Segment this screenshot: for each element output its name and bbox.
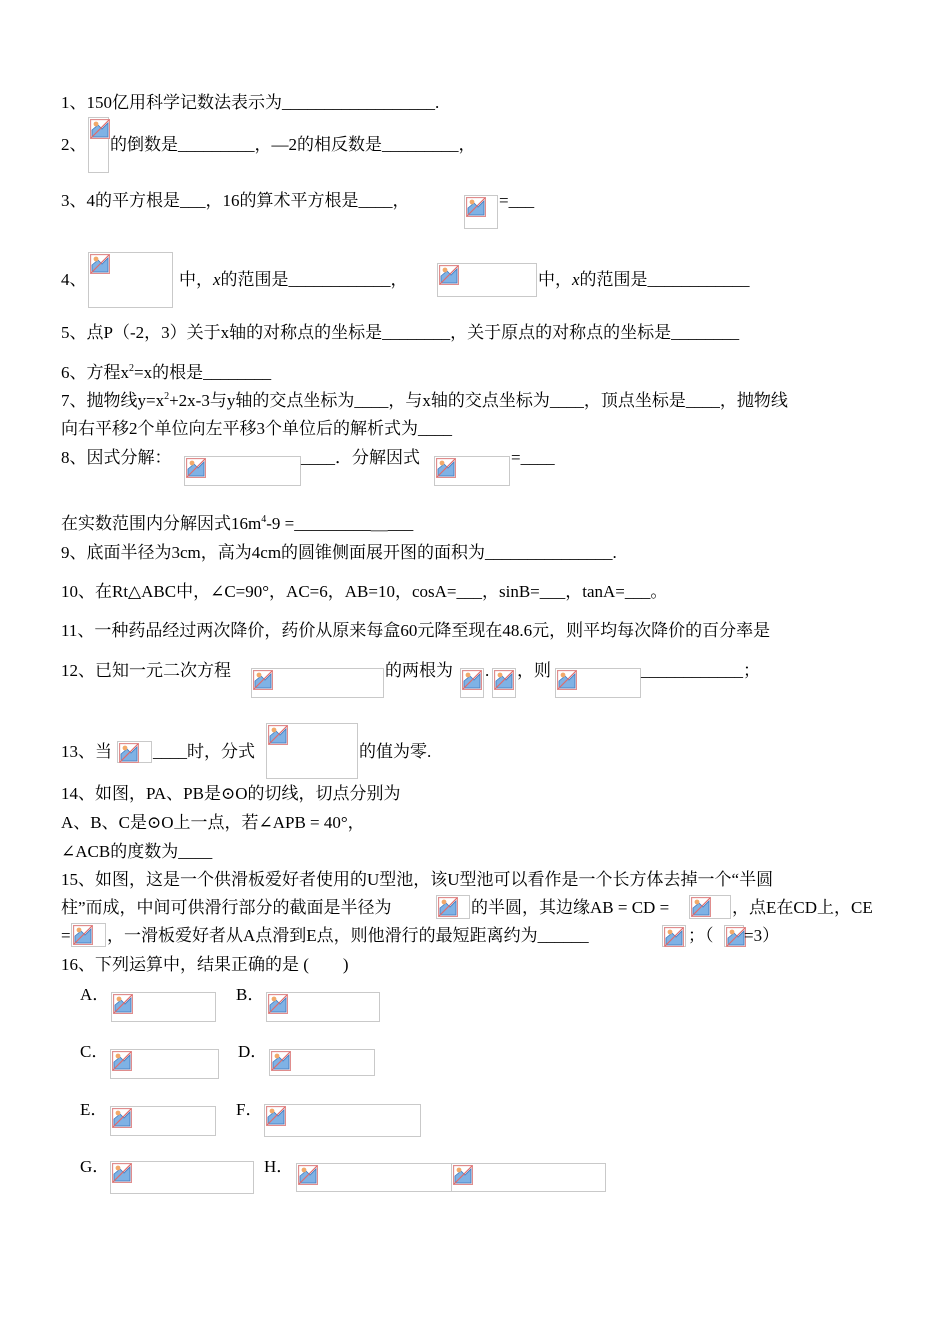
broken-image-icon [453,1165,473,1185]
option-g-image [110,1161,254,1194]
option-f-label: F． [236,1100,263,1119]
option-h-image-1 [296,1163,452,1192]
question-14-line2: A、B、C是⊙O上一点，若∠APB = 40°， [61,813,365,832]
question-1: 1、150亿用科学记数法表示为__________________. [61,93,440,112]
q8-text: -9 =_________＿___ [266,514,414,533]
q6-sup: 2 [129,363,134,374]
formula-image [662,925,686,947]
option-a-label: A． [80,985,110,1004]
question-13-prefix: 13、当 [61,742,112,761]
question-15-line3c: ；（ [688,926,714,945]
broken-image-icon [90,119,110,139]
option-b-label: B． [236,985,265,1004]
option-e-image [110,1106,216,1136]
broken-image-icon [119,743,139,763]
formula-image [464,195,498,229]
q8-sup: 4 [261,514,267,525]
option-d-image [269,1049,375,1076]
q4-text: 中， [179,270,213,289]
question-14-line3: ∠ACB的度数为____ [61,842,213,861]
q6-text: 6、方程x [61,363,129,382]
formula-image [555,668,641,698]
question-11: 11、一种药品经过两次降价，药价从原来每盒60元降至现在48.6元，则平均每次降价的百分率是 [61,621,771,640]
broken-image-icon [112,1163,132,1183]
broken-image-icon [268,725,288,745]
question-15-line3a: = [61,926,71,945]
formula-image [266,723,358,779]
question-13-mid: ____时，分式 [153,742,255,761]
question-15-line2b: 的半圆，其边缘AB = CD = [471,898,670,917]
broken-image-icon [253,670,273,690]
q7-text: +2x-3与y轴的交点坐标为____，与x轴的交点坐标为____，顶点坐标是____，抛物线 [169,391,788,410]
option-c-image [110,1049,219,1079]
formula-image [434,456,510,486]
option-h-image-2 [451,1163,606,1192]
broken-image-icon [494,670,514,690]
broken-image-icon [90,254,110,274]
q4-var: x [572,270,580,289]
broken-image-icon [726,927,746,947]
q4-text: 的范围是____________， [220,270,408,289]
question-3-tail: =___ [499,191,535,210]
question-15-line3d: =3） [744,926,780,945]
broken-image-icon [462,670,482,690]
question-12-dot: . [485,661,490,680]
broken-image-icon [466,197,486,217]
broken-image-icon [438,897,458,917]
formula-image [88,117,109,173]
q4-var: x [213,270,221,289]
broken-image-icon [268,994,288,1014]
q4-text: 中， [538,270,572,289]
question-7-line2: 向右平移2个单位向左平移3个单位后的解析式为____ [61,419,452,438]
option-c-label: C． [80,1042,109,1061]
question-8-prefix: 8、因式分解： [61,448,172,467]
question-13-tail: 的值为零. [359,742,432,761]
broken-image-icon [298,1165,318,1185]
formula-image [88,252,173,308]
broken-image-icon [113,994,133,1014]
formula-image [724,925,744,947]
broken-image-icon [186,458,206,478]
formula-image [492,668,516,698]
formula-image [184,456,301,486]
question-10: 10、在Rt△ABC中，∠C=90°，AC=6，AB=10，cosA=___，sinB=___，tanA=___。 [61,582,668,601]
question-8-tail: =____ [511,448,555,467]
option-g-label: G． [80,1157,110,1176]
formula-image [71,923,106,947]
question-4-prefix: 4、 [61,270,87,289]
question-8-line2 [61,513,413,535]
question-2-text: 的倒数是_________，—2的相反数是_________， [110,135,476,154]
broken-image-icon [271,1051,291,1071]
question-5: 5、点P（-2，3）关于x轴的对称点的坐标是________，关于原点的对称点的坐标是________ [61,323,740,342]
broken-image-icon [266,1106,286,1126]
q7-sup: 2 [164,391,170,402]
question-8-mid: ____．分解因式 [301,448,420,467]
question-16: 16、下列运算中，结果正确的是 ( ) [61,955,349,974]
question-4-part2 [538,269,750,291]
question-14-line1: 14、如图，PA、PB是⊙O的切线，切点分别为 [61,784,401,803]
option-a-image [111,992,216,1022]
question-2-prefix: 2、 [61,135,87,154]
option-h-label: H． [264,1157,294,1176]
question-9: 9、底面半径为3cm，高为4cm的圆锥侧面展开图的面积为_______________. [61,543,617,562]
formula-image [460,668,484,698]
question-15-line1: 15、如图，这是一个供滑板爱好者使用的U型池，该U型池可以看作是一个长方体去掉一个“半圆 [61,870,774,889]
q7-text: 7、抛物线y=x [61,391,165,410]
broken-image-icon [436,458,456,478]
formula-image [436,895,470,919]
q6-text: =x的根是________ [134,363,272,382]
option-b-image [266,992,380,1022]
question-12-tail: ____________； [641,661,760,680]
broken-image-icon [691,897,711,917]
broken-image-icon [112,1108,132,1128]
question-15-line2c: ，点E在CD上，CE [732,898,873,917]
formula-image [117,741,152,763]
broken-image-icon [439,265,459,285]
question-15-line2a: 柱”而成，中间可供滑行部分的截面是半径为 [61,898,392,917]
question-12-prefix: 12、已知一元二次方程 [61,661,231,680]
question-12-mid: 的两根为 [385,661,453,680]
broken-image-icon [112,1051,132,1071]
q8-text: 在实数范围内分解因式16m [61,514,262,533]
option-f-image [264,1104,421,1137]
q4-text: 的范围是____________ [579,270,750,289]
option-e-label: E． [80,1100,108,1119]
question-3-text: 3、4的平方根是___，16的算术平方根是____， [61,191,410,210]
formula-image [437,263,537,297]
broken-image-icon [73,925,93,945]
formula-image [689,895,731,919]
broken-image-icon [557,670,577,690]
question-15-line3b: ，一滑板爱好者从A点滑到E点，则他滑行的最短距离约为______ [107,926,589,945]
option-d-label: D． [238,1042,268,1061]
question-4-part1 [179,269,408,291]
question-6 [61,362,271,384]
broken-image-icon [664,927,684,947]
question-12-then: ，则 [517,661,551,680]
formula-image [251,668,384,698]
question-7-line1 [61,390,788,412]
